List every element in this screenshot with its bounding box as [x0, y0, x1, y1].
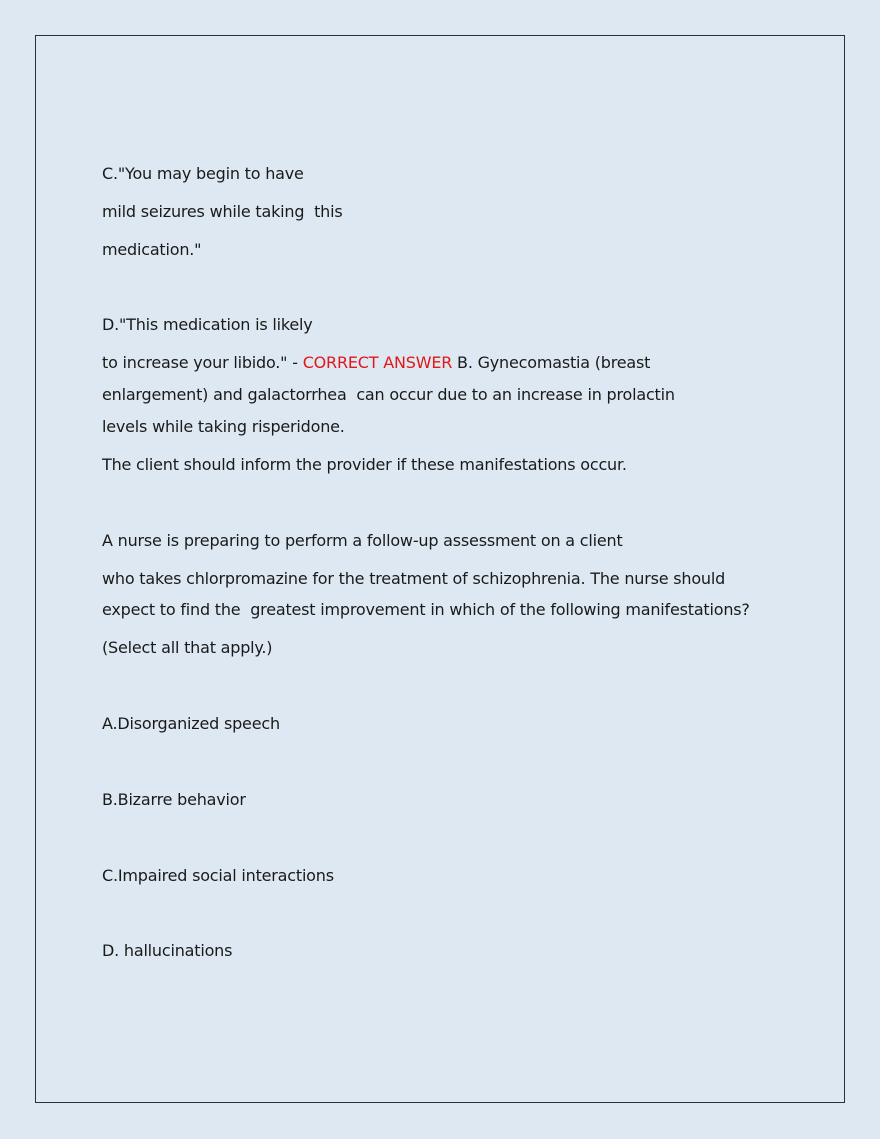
q1-option-c-line-3: medication." [102, 240, 202, 259]
q1-option-c-line-1: C."You may begin to have [102, 164, 304, 183]
q1-option-d-line-2-end: B. Gynecomastia (breast [452, 353, 651, 372]
q1-rationale-line-1: enlargement) and galactorrhea can occur due to an increase in prolactin [102, 385, 675, 404]
q2-stem-line-4: (Select all that apply.) [102, 638, 273, 657]
q2-option-c: C.Impaired social interactions [102, 866, 334, 885]
q2-stem-line-2: who takes chlorpromazine for the treatment of schizophrenia. The nurse should [102, 569, 726, 588]
q1-rationale-line-3: The client should inform the provider if these manifestations occur. [102, 455, 627, 474]
q2-option-b: B.Bizarre behavior [102, 790, 246, 809]
correct-answer-label: CORRECT ANSWER [302, 353, 453, 372]
q1-option-d-line-2 [102, 353, 650, 373]
q1-rationale-line-2: levels while taking risperidone. [102, 417, 345, 436]
q2-stem-line-1: A nurse is preparing to perform a follow-up assessment on a client [102, 531, 623, 550]
q2-stem-line-3: expect to find the greatest improvement in which of the following manifestations? [102, 600, 750, 619]
q1-option-c-line-2: mild seizures while taking this [102, 202, 343, 221]
q2-option-a: A.Disorganized speech [102, 714, 280, 733]
q2-option-d: D. hallucinations [102, 941, 233, 960]
q1-option-d-line-2-start: to increase your libido." - [102, 353, 303, 372]
q1-option-d-line-1: D."This medication is likely [102, 315, 313, 334]
